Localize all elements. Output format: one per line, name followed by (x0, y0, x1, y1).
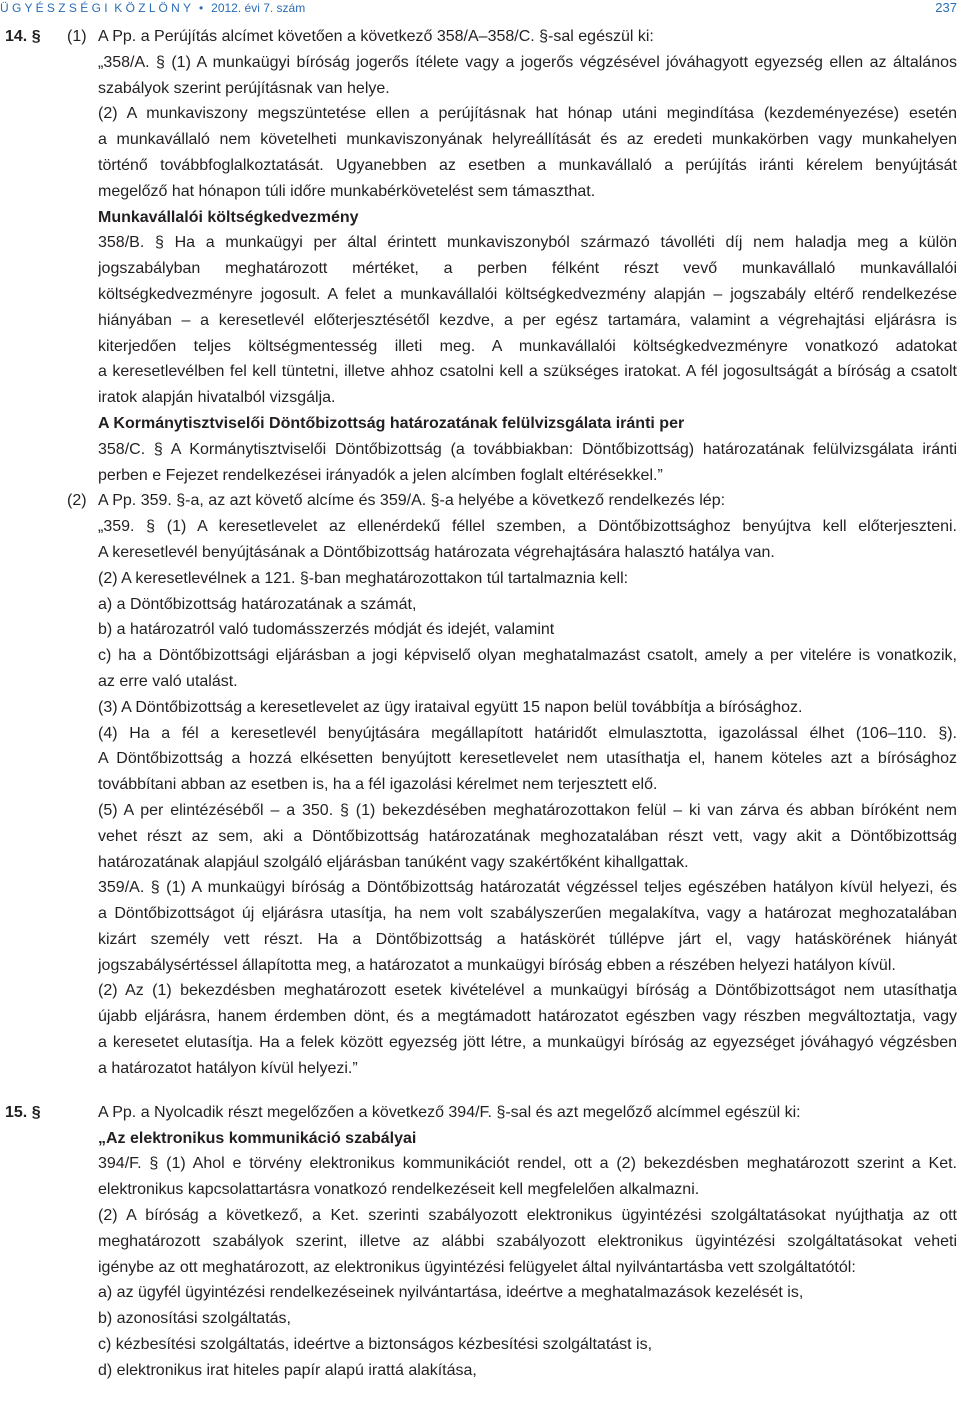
paragraph-359a-2 (0, 978, 960, 1081)
text-line: (2) A bíróság a következő, a Ket. szerinti szabályozott elektronikus ügyintézési szolgáltatásokat nyújthatja az ott (98, 1207, 957, 1225)
text-line: 358/B. § Ha a munkaügyi per által érintett munkaviszonyból származó távolléti díj nem haladja meg a külön (98, 234, 957, 252)
text-line: iratok alapján hivatalból vizsgálja. (98, 389, 336, 407)
paragraph-359-3: (3) A Döntőbizottság a keresetlevelet az ügy irataival együtt 15 napon belül továbbítja a bírósághoz. (98, 698, 803, 716)
text-line: 394/F. § (1) Ahol e törvény elektronikus kommunikációt rendel, ott a (2) bekezdésben meghatározott szerint a Ket. (98, 1155, 957, 1173)
text-line: a Döntőbizottságot új eljárásra utasítja, ha nem volt szabályszerűen megalakítva, vagy a határozat meghozatalában (98, 905, 957, 923)
text-line: a határozatot hatályon kívül helyezi.” (98, 1059, 358, 1077)
text-line: hiányában – a keresetlevél előterjesztésétől kezdve, a per egész tartamára, valamint a végrehajtási eljárásra is (98, 311, 957, 329)
list-item-b: b) azonosítási szolgáltatás, (98, 1310, 291, 1328)
list-item-a: a) a Döntőbizottság határozatának a számát, (98, 595, 417, 613)
text-line: jogszabályban meghatározott mértéket, a perben félként részt vevő munkavállaló munkavállalói (98, 260, 957, 278)
text-line: igénybe az ott meghatározott, az elektronikus ügyintézési felügyelet által nyilvántartásba vett szolgáltatótól: (98, 1258, 856, 1276)
text-line: határozatának alapjául szolgáló eljárásban tanúként vagy szakértőként kihallgattak. (98, 853, 689, 871)
list-item-a: a) az ügyfél ügyintézési rendelkezéseinek nyilvántartása, ideértve a meghatalmazások kezelését is, (98, 1284, 804, 1302)
list-item-d: d) elektronikus irat hiteles papír alapú irattá alakítása, (98, 1361, 477, 1379)
text-line: A keresetlevél benyújtásának a Döntőbizottság határozata végrehajtására halasztó hatálya van. (98, 543, 775, 561)
text-line: szabályok szerint perújításnak van helye. (98, 79, 390, 97)
text-line: elektronikus kapcsolattartásra vonatkozó rendelkezéseit kell megfelelően alkalmazni. (98, 1181, 700, 1199)
text-line: perben e Fejezet rendelkezései irányadók a jelen alcímben foglalt eltérésekkel.” (98, 466, 663, 484)
paragraph-358a-1 (0, 50, 960, 102)
text-line: kizárt személy vett részt. Ha a Döntőbizottság a hatáskörét túllépve járt el, vagy hatáskörének hiányát (98, 930, 957, 948)
text-line: „359. § (1) A keresetlevelet az ellenérdekű féllel szemben, a Döntőbizottsághoz benyújtva kell előterjeszteni. (98, 518, 957, 536)
text-line: a keresetet elutasítja. Ha a felek között egyezség jött létre, a munkaügyi bíróság az egyezséget jóváhagyó végzésben (98, 1034, 957, 1052)
text-line: A Döntőbizottság a hozzá elkésetten benyújtott keresetlevelet nem utasíthatja el, hanem köteles azt a bírósághoz (98, 750, 957, 768)
section-14-first-line (0, 24, 960, 50)
text-line: meghatározott szabályok szerint, illetve az alábbi szabályozott elektronikus ügyintézési szolgáltatásokat veheti (98, 1232, 957, 1250)
text-line: (2) A munkaviszony megszüntetése ellen a perújításnak hat hónap utáni megindítása (kezdeményezése) esetén (98, 105, 957, 123)
list-item-c (0, 643, 960, 695)
page-number: 237 (935, 0, 957, 15)
paragraph-359-2: (2) A keresetlevélnek a 121. §-ban meghatározottakon túl tartalmaznia kell: (98, 569, 629, 587)
document-body (0, 24, 960, 1384)
list-item-b: b) a határozatról való tudomásszerzés módját és idejét, valamint (98, 621, 555, 639)
paragraph-359-1 (0, 514, 960, 566)
subtitle-358c: A Kormánytisztviselői Döntőbizottság határozatának felülvizsgálata iránti per (98, 414, 685, 432)
paragraph-359a-1 (0, 875, 960, 978)
paragraph-358b (0, 230, 960, 411)
text-line: (5) A per elintézéséből – a 350. § (1) bekezdésében meghatározottakon felül – ki van zárva és abban bíróként nem (98, 801, 957, 819)
text-line: kiterjedően teljes költségmentesség illeti meg. A munkavállalói költségkedvezményre vonatkozó adatokat (98, 337, 957, 355)
section-15-first-line (0, 1100, 960, 1126)
section-label: 15. § (5, 1103, 41, 1121)
point-intro: A Pp. 359. §-a, az azt követő alcíme és 359/A. §-a helyébe a következő rendelkezés lép: (98, 492, 726, 510)
subtitle-358b: Munkavállalói költségkedvezmény (98, 208, 359, 226)
header-separator: • (198, 1, 204, 15)
text-line: az erre való utalást. (98, 672, 238, 690)
point-number: (1) (67, 28, 87, 45)
paragraph-359-5 (0, 798, 960, 875)
point-intro: A Pp. a Perújítás alcímet követően a következő 358/A–358/C. §-sal egészül ki: (98, 28, 654, 45)
text-line: megelőző hat hónapon túli időre munkabérkövetelést sem támaszthat. (98, 182, 596, 200)
text-line: (4) Ha a fél a keresetlevél benyújtására megállapított határidőt elmulasztotta, igazolással élhet (106–110. §). (98, 724, 957, 742)
section-intro: A Pp. a Nyolcadik részt megelőzően a következő 394/F. §-sal és azt megelőző alcímmel egészül ki: (98, 1103, 801, 1121)
section-15 (0, 1100, 960, 1384)
paragraph-394f-1 (0, 1151, 960, 1203)
text-line: 358/C. § A Kormánytisztviselői Döntőbizottság (a továbbiakban: Döntőbizottság) határozatának felülvizsgálata iránti (98, 440, 957, 458)
point-number: (2) (67, 492, 87, 510)
paragraph-358c (0, 437, 960, 489)
text-line: a munkavállaló nem követelheti munkaviszonyának helyreállítását és az eredeti munkakörben vagy munkahelyen (98, 131, 957, 149)
journal-name: Ü G Y É S Z S É G I K Ö Z L Ö N Y (0, 1, 191, 15)
text-line: jogszabálysértéssel állapította meg, a határozatot a munkaügyi bíróság ebben a részében helyezi hatályon kívül. (98, 956, 896, 974)
text-line: újabb eljárásra, hanem érdemben dönt, és a megtámadott határozatot egészben vagy részben megváltoztatja, vagy (98, 1008, 957, 1026)
text-line: c) ha a Döntőbizottsági eljárásban a jogi képviselő olyan meghatalmazást csatolt, amely a per vitelére is vonatkozik, (98, 647, 957, 665)
text-line: 359/A. § (1) A munkaügyi bíróság a Döntőbizottság határozatát végzéssel teljes egészében hatályon kívül helyezi, és (98, 879, 957, 897)
text-line: vehet részt az sem, aki a Döntőbizottság határozatának meghozatalában részt vett, vagy akit a Döntőbizottság (98, 827, 957, 845)
subtitle-394f: „Az elektronikus kommunikáció szabályai (98, 1129, 417, 1147)
page-header (0, 0, 960, 16)
paragraph-358a-2 (0, 101, 960, 204)
section-14 (0, 24, 960, 1082)
list-item-c: c) kézbesítési szolgáltatás, ideértve a biztonságos kézbesítési szolgáltatást is, (98, 1336, 653, 1354)
text-line: költségkedvezményre jogosult. A felet a munkavállalói költségkedvezmény alapján – jogszabály eltérő rendelkezése (98, 285, 957, 303)
text-line: (2) Az (1) bekezdésben meghatározott esetek kivételével a munkaügyi bíróság a Döntőbizottságot nem utasíthatja (98, 982, 957, 1000)
issue-label: 2012. évi 7. szám (211, 1, 306, 15)
paragraph-359-4 (0, 721, 960, 798)
section-label: 14. § (5, 28, 41, 45)
point-2-line (0, 488, 960, 514)
text-line: „358/A. § (1) A munkaügyi bíróság jogerős ítélete vagy a jogerős végzésével jóváhagyott egyezség ellen az általános (98, 53, 957, 71)
paragraph-394f-2 (0, 1203, 960, 1280)
text-line: történő továbbfoglalkoztatását. Ugyanebben az esetben a munkavállaló a perújítás iránti kérelem benyújtását (98, 156, 957, 174)
text-line: továbbítani abban az esetben is, ha a fél igazolási kérelmet nem terjesztett elő. (98, 776, 658, 794)
text-line: a keresetlevélben fel kell tüntetni, illetve ahhoz csatolni kell a szükséges iratokat. A fél jogosultságát a bíróság a csatolt (98, 363, 957, 381)
